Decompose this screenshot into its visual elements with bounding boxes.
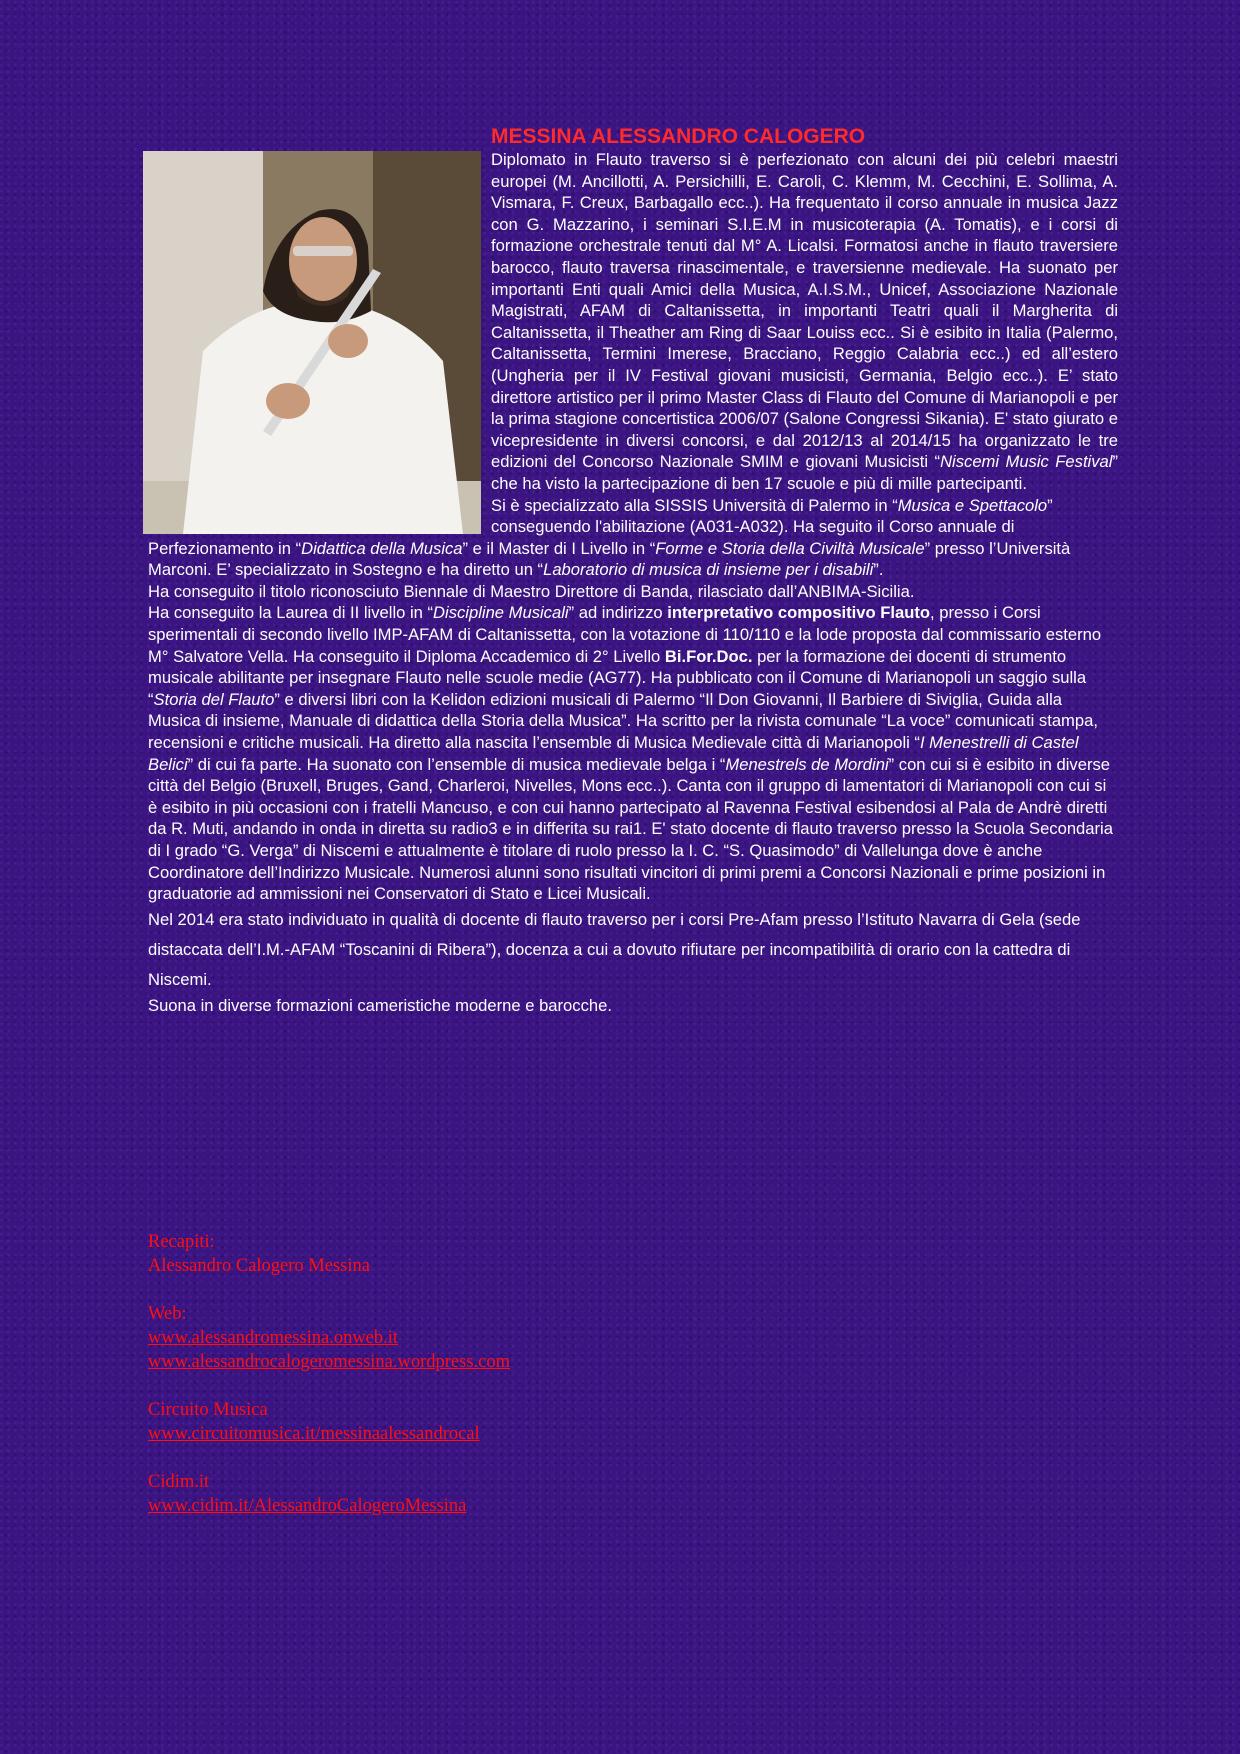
circuito-link[interactable]: www.circuitomusica.it/messinaalessandrocal — [148, 1424, 480, 1444]
cidim-link[interactable]: www.cidim.it/AlessandroCalogeroMessina — [148, 1496, 467, 1516]
spacer — [148, 1446, 848, 1470]
web-link-onweb[interactable]: www.alessandromessina.onweb.it — [148, 1328, 399, 1348]
bio-paragraph-4: Ha conseguito la Laurea di II livello in “Discipline Musicali” ad indirizzo interpretativo compositivo Flauto, presso i Corsi sperimentali di secondo livello IMP-AFAM di Caltanissetta, con la votazione di 110/110 e la lode proposta dal commissario esterno M° Salvatore Vella. Ha conseguito il Diploma Accademico di 2° Livello Bi.For.Doc. per la formazione dei docenti di strumento musicale abilitante per insegnare Flauto nelle scuole medie (AG77). Ha pubblicato con il Comune di Marianopoli un saggio sulla “Storia del Flauto” e diversi libri con la Kelidon edizioni musicali di Palermo “Il Don Giovanni, Il Barbiere di Siviglia, Guida alla Musica di insieme, Manuale di didattica della Storia della Musica”. Ha scritto per la rivista comunale “La voce” comunicati stampa, recensioni e critiche musicali. Ha diretto alla nascita l’ensemble di Musica Medievale città di Marianopoli “I Menestrelli di Castel Belici” di cui fa parte. Ha suonato con l’ensemble di musica medievale belga i “Menestrels de Mordini” con cui si è esibito in diverse città del Belgio (Bruxell, Bruges, Gand, Charleroi, Nivelles, Mons ecc..). Canta con il gruppo di lamentatori di Marianopoli con cui si è esibito in più occasioni con i fratelli Mancuso, e con cui hanno partecipato al Ravenna Festival esibendosi al Pala de Andrè diretti da R. Muti, andando in onda in diretta su radio3 e in differita su rai1. E' stato docente di flauto traverso presso la Scuola Secondaria di I grado “G. Verga” di Niscemi e attualmente è titolare di ruolo presso la I. C. “S. Quasimodo” di Vallelunga dove è anche Coordinatore dell’Indirizzo Musicale. Numerosi alunni sono risultati vincitori di primi premi a Concorsi Nazionali e prime posizioni in graduatorie ad ammissioni nei Conservatori di Stato e Licei Musicali. — [148, 603, 1113, 904]
bio-paragraph-3: Ha conseguito il titolo riconosciuto Biennale di Maestro Direttore di Banda, rilasciato dall’ANBIMA-Sicilia. — [148, 581, 915, 601]
bio-paragraph-5: Nel 2014 era stato individuato in qualità di docente di flauto traverso per i corsi Pre-Afam presso l’Istituto Navarra di Gela (sede distaccata dell’I.M.-AFAM “Toscanini di Ribera”), docenza a cui a dovuto rifiutare per incompatibilità di orario con la cattedra di Niscemi. — [148, 909, 1081, 989]
recapiti-label: Recapiti: — [148, 1232, 215, 1252]
spacer — [148, 1374, 848, 1398]
spacer — [148, 1278, 848, 1302]
artist-name: MESSINA ALESSANDRO CALOGERO — [491, 125, 866, 148]
web-link-wordpress[interactable]: www.alessandrocalogeromessina.wordpress.com — [148, 1352, 511, 1372]
circuito-label: Circuito Musica — [148, 1400, 268, 1420]
recapiti-name: Alessandro Calogero Messina — [148, 1256, 370, 1276]
bio-paragraph-1: Diplomato in Flauto traverso si è perfezionato con alcuni dei più celebri maestri europei (M. Ancillotti, A. Persichilli, E. Caroli, C. Klemm, M. Cecchini, E. Sollima, A. Vismara, F. Creux, Barbagallo ecc..). Ha frequentato il corso annuale in musica Jazz con G. Mazzarino, i seminari S.I.E.M in musicoterapia (A. Tomatis), e i corsi di formazione orchestrale tenuti dal M° A. Licalsi. Formatosi anche in flauto traversiere barocco, flauto traversa rinascimentale, e traversienne medievale. Ha suonato per importanti Enti quali Amici della Musica, A.I.S.M., Unicef, Associazione Nazionale Magistrati, AFAM di Caltanissetta, in importanti Teatri quali il Margherita di Caltanissetta, il Theather am Ring di Saar Louiss ecc.. Si è esibito in Italia (Palermo, Caltanissetta, Termini Imerese, Bracciano, Reggio Calabria ecc..) ed all’estero (Ungheria per il IV Festival giovani musicisti, Germania, Belgio ecc..). E’ stato direttore artistico per il primo Master Class di Flauto del Comune di Marianopoli e per la prima stagione concertistica 2006/07 (Salone Congressi Sikania). E' stato giurato e vicepresidente in diversi concorsi, e dal 2012/13 al 2014/15 ha organizzato le tre edizioni del Concorso Nazionale SMIM e giovani Musicisti “Niscemi Music Festival” che ha visto la partecipazione di ben 17 scuole e più di mille partecipanti. — [491, 150, 1118, 493]
contacts-block — [148, 1230, 848, 1518]
photo-spacer — [148, 125, 491, 535]
web-label: Web: — [148, 1304, 187, 1324]
cidim-label: Cidim.it — [148, 1472, 210, 1492]
biography — [148, 125, 1118, 1016]
bio-paragraph-2: Si è specializzato alla SISSIS Università di Palermo in “Musica e Spettacolo” conseguendo l'abilitazione (A031-A032). Ha seguito il Corso annuale di Perfezionamento in “Didattica della Musica” e il Master di I Livello in “Forme e Storia della Civiltà Musicale” presso l’Università Marconi. E’ specializzato in Sostegno e ha diretto un “Laboratorio di musica di insieme per i disabili”. — [148, 495, 1071, 580]
bio-paragraph-6: Suona in diverse formazioni cameristiche moderne e barocche. — [148, 995, 612, 1015]
